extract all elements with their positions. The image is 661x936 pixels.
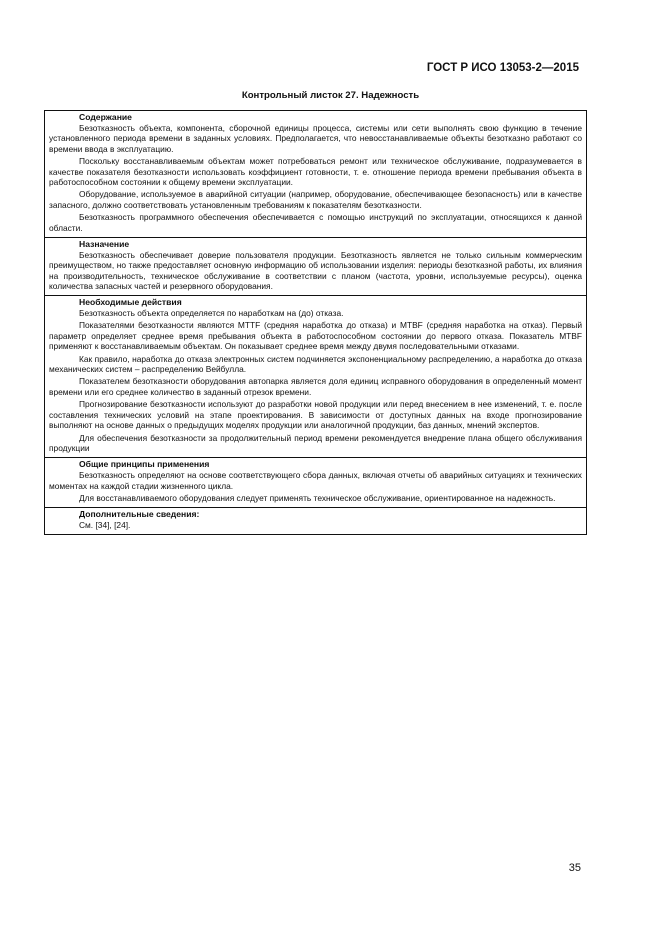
section-heading-required-actions: Необходимые действия (79, 297, 182, 308)
section-content (45, 111, 586, 238)
section-additional-info (45, 508, 586, 534)
paragraph: Безотказность определяют на основе соответствующего сбора данных, включая отчеты об аварийных ситуациях и технических моментах на каждой стадии жизненного цикла. (49, 469, 582, 491)
paragraph: Безотказность объекта определяется по наработкам на (до) отказа. (79, 308, 344, 319)
paragraph: Для восстанавливаемого оборудования следует применять техническое обслуживание, ориентированное на надежность. (79, 492, 556, 503)
section-heading-general-principles: Общие принципы применения (79, 459, 210, 470)
section-required-actions (45, 296, 586, 458)
section-general-principles (45, 458, 586, 508)
paragraph: Показателем безотказности оборудования автопарка является доля единиц исправного оборудования в определенный момент времени или его среднее количество в заданный отрезок времени. (49, 376, 582, 397)
paragraph: Безотказность объекта, компонента, сборочной единицы процесса, системы или сети выполнять свою функцию в течение установленного периода времени в заданных условиях. Предполагается, что невосстанавливаемые объекты безотказно работают со времени ввода в эксплуатацию. (49, 122, 582, 154)
page-number: 35 (568, 862, 581, 874)
section-heading-additional-info: Дополнительные сведения: (79, 508, 200, 519)
paragraph: Для обеспечения безотказности за продолжительный период времени рекомендуется внедрение плана общего обслуживания продукции (49, 432, 582, 454)
checklist-title: Контрольный листок 27. Надежность (241, 90, 420, 101)
paragraph: Показателями безотказности являются MTTF (средняя наработка до отказа) и MTBF (средняя наработка на отказ). Первый параметр определяет среднее время пребывания объекта в работоспособном состоянии до первого отказа. Показатель MTBF применяют к восстанавливаемым объектам. Он показывает среднее время между двумя последовательными отказами. (49, 320, 582, 352)
reference-list: См. [34], [24]. (79, 519, 131, 530)
paragraph: Безотказность программного обеспечения обеспечивается с помощью инструкций по эксплуатации, относящихся к данной области. (49, 212, 582, 233)
paragraph: Как правило, наработка до отказа электронных систем подчиняется экспоненциальному распределению, а наработка до отказа механических систем – распределению Вейбулла. (49, 353, 582, 375)
paragraph: Безотказность обеспечивает доверие пользователя продукции. Безотказность является не только сильным коммерческим преимуществом, но также предоставляет основную информацию об использовании изделия: периоды безотказной работы, их влияния на производительность, техническое обслуживание в соответствии с планом (частота, уровни, используемые ресурсы), оценка количества запасных частей и резервного оборудования. (49, 249, 582, 292)
standard-header: ГОСТ Р ИСО 13053-2—2015 (426, 62, 579, 74)
paragraph: Оборудование, используемое в аварийной ситуации (например, оборудование, обеспечивающее безопасность) или в качестве запасного, должно соответствовать установленным требованиям к показателям безотказности. (49, 189, 582, 210)
paragraph: Прогнозирование безотказности используют до разработки новой продукции или перед внесением в нее изменений, т. е. после составления технических условий на этапе проектирования. В зависимости от доступных данных на входе прогнозирование выполняют на основе данных о предыдущих моделях продукции или аналогичной продукции, баз данных, мнений экспертов. (49, 399, 582, 431)
section-purpose (45, 238, 586, 297)
paragraph: Поскольку восстанавливаемым объектам может потребоваться ремонт или техническое обслуживание, подразумевается в качестве показателя безотказности использовать коэффициент готовности, т. е. отношение периода времени пребывания объекта в работоспособном состоянии к общему времени эксплуатации. (49, 155, 582, 188)
checklist-table (44, 110, 587, 535)
section-heading-content: Содержание (79, 112, 132, 122)
section-heading-purpose: Назначение (79, 238, 130, 249)
